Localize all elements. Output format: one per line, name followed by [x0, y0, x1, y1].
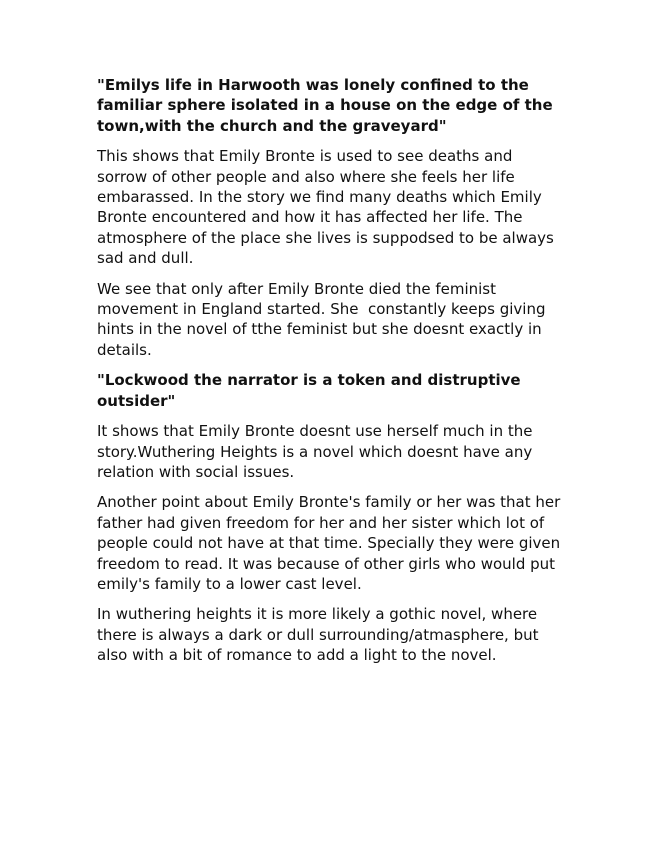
paragraph-gothic-novel: In wuthering heights it is more likely a gothic novel, where there is always a dark or dull surrounding/atmasphere, but also with a bit of romance to add a light to the novel. [97, 605, 544, 665]
paragraph-social-issues: It shows that Emily Bronte doesnt use herself much in the story.Wuthering Heights is a novel which doesnt have any relation with social issues. [97, 422, 538, 481]
paragraph-deaths-and-sorrow: This shows that Emily Bronte is used to see deaths and sorrow of other people and also where she feels her life embarassed. In the story we find many deaths which Emily Bronte encountered and how it has affected her life. The atmosphere of the place she lives is suppodsed to be always sad and dull. [97, 147, 559, 268]
quote-paragraph-lockwood: "Lockwood the narrator is a token and distruptive outsider" [97, 371, 526, 410]
quote-paragraph-emily-life: "Emilys life in Harwooth was lonely confined to the familiar sphere isolated in a house on the edge of the town,with the church and the graveyard" [97, 76, 558, 135]
paragraph-feminist-movement: We see that only after Emily Bronte died the feminist movement in England started. She constantly keeps giving hints in the novel of tthe feminist but she doesnt exactly in details. [97, 279, 551, 359]
document-body [97, 75, 567, 676]
paragraph-family-freedom: Another point about Emily Bronte's family or her was that her father had given freedom for her and her sister which lot of people could not have at that time. Specially they were given freedom to read. It was because of other girls who would put emily's family to a lower cast level. [97, 493, 566, 593]
